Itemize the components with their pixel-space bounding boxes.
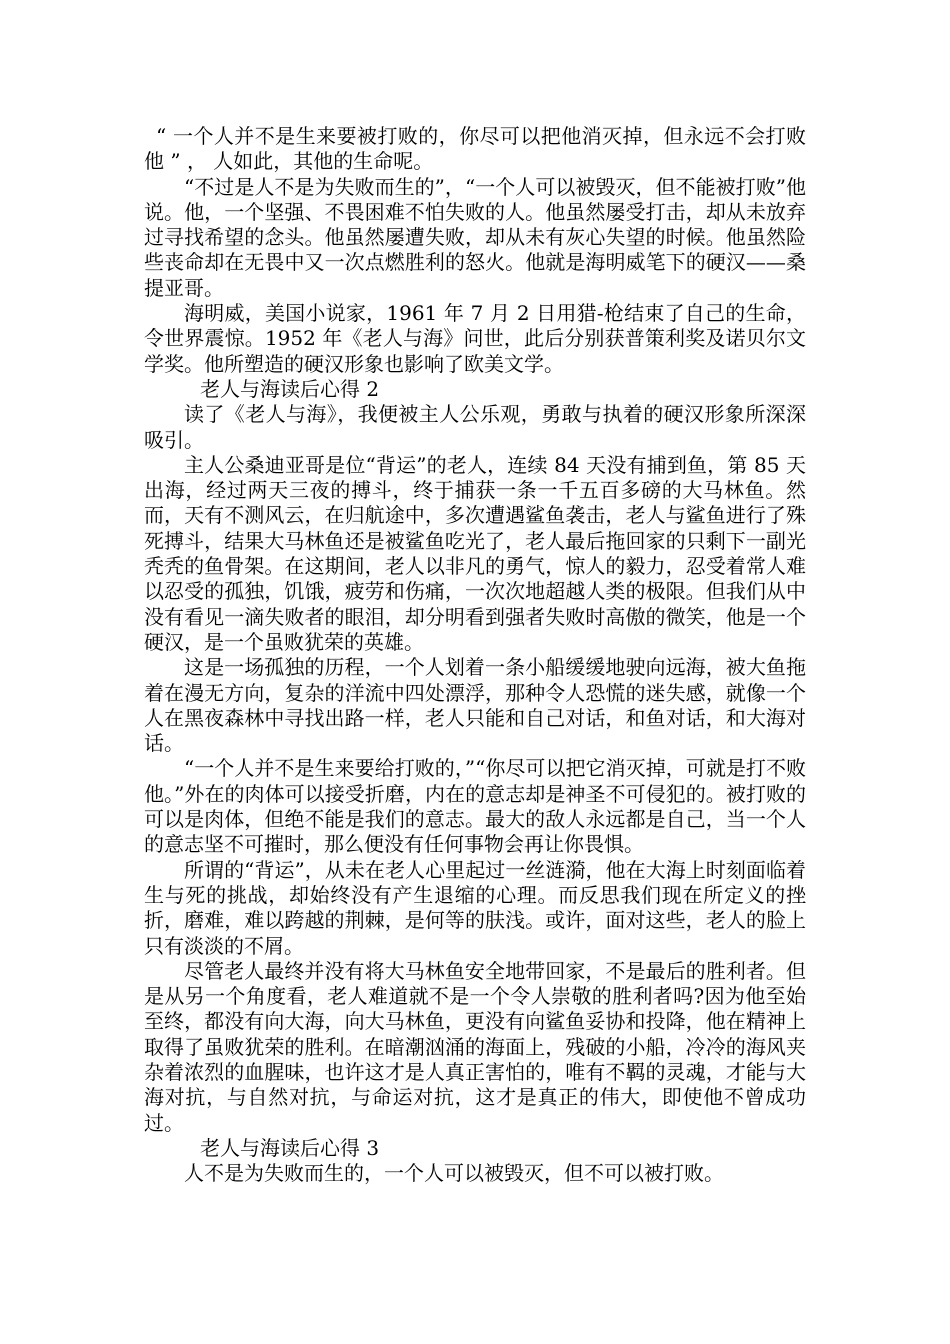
section-heading-2: 老人与海读后心得 2 [200, 376, 380, 401]
paragraph-not-born-to-fail: 人不是为失败而生的，一个人可以被毁灭，但不可以被打败。 [184, 1161, 724, 1186]
paragraph-victory: 尽管老人最终并没有将大马林鱼安全地带回家，不是最后的胜利者。但是从另一个角度看，老人难道就不是一个令人崇敬的胜利者吗?因为他至始至终，都没有向大海，向大马林鱼，更没有向鲨鱼妥协和投降，他在精神上取得了虽败犹荣的胜利。在暗潮汹涌的海面上，残破的小船，冷冷的海风夹杂着浓烈的血腥味，也许这才是人真正害怕的，唯有不羁的灵魂，才能与大海对抗，与自然对抗，与命运对抗，这才是真正的伟大，即使他不曾成功过。 [144, 958, 806, 1135]
paragraph-will: “一个人并不是生来要给打败的，”“你尽可以把它消灭掉，可就是打不败他。”外在的肉体可以接受折磨，内在的意志却是神圣不可侵犯的。被打败的可以是肉体，但绝不能是我们的意志。最大的敌人永远都是自己，当一个人的意志坚不可摧时，那么便没有任何事物会再让你畏惧。 [144, 756, 806, 857]
paragraph-protagonist: 主人公桑迪亚哥是位“背运”的老人，连续 84 天没有捕到鱼，第 85 天出海，经过两天三夜的搏斗，终于捕获一条一千五百多磅的大马林鱼。然而，天有不测风云，在归航途中，多次遭遇鲨鱼袭击，老人与鲨鱼进行了殊死搏斗，结果大马林鱼还是被鲨鱼吃光了，老人最后拖回家的只剩下一副光秃秃的鱼骨架。在这期间，老人以非凡的勇气，惊人的毅力，忍受着常人难以忍受的孤独，饥饿，疲劳和伤痛，一次次地超越人类的极限。但我们从中没有看见一滴失败者的眼泪，却分明看到强者失败时高傲的微笑，他是一个硬汉，是一个虽败犹荣的英雄。 [144, 452, 806, 654]
paragraph-bad-luck: 所谓的“背运”，从未在老人心里起过一丝涟漪，他在大海上时刻面临着生与死的挑战，却始终没有产生退缩的心理。而反思我们现在所定义的挫折，磨难，难以跨越的荆棘，是何等的肤浅。或许，面对这些，老人的脸上只有淡淡的不屑。 [144, 857, 806, 958]
document-page [144, 124, 806, 1186]
section-heading-3: 老人与海读后心得 3 [200, 1135, 380, 1160]
paragraph-santiago: “不过是人不是为失败而生的”，“一个人可以被毁灭，但不能被打败”他说。他，一个坚强、不畏困难不怕失败的人。他虽然屡受打击，却从未放弃过寻找希望的念头。他虽然屡遭失败，却从未有灰心失望的时候。他虽然险些丧命却在无畏中又一次点燃胜利的怒火。他就是海明威笔下的硬汉——桑提亚哥。 [144, 174, 806, 300]
paragraph-read-book: 读了《老人与海》，我便被主人公乐观，勇敢与执着的硬汉形象所深深吸引。 [144, 402, 806, 452]
paragraph-lonely-journey: 这是一场孤独的历程，一个人划着一条小船缓缓地驶向远海，被大鱼拖着在漫无方向，复杂的洋流中四处漂浮，那种令人恐慌的迷失感，就像一个人在黑夜森林中寻找出路一样，老人只能和自己对话，和鱼对话，和大海对话。 [144, 655, 806, 756]
paragraph-intro-quote: “ 一个人并不是生来要被打败的，你尽可以把他消灭掉，但永远不会打败他 ” ， 人如此，其他的生命呢。 [144, 124, 806, 174]
paragraph-hemingway: 海明威，美国小说家，1961 年 7 月 2 日用猎-枪结束了自己的生命，令世界震惊。1952 年《老人与海》问世，此后分别获普策利奖及诺贝尔文学奖。他所塑造的硬汉形象也影响了欧美文学。 [144, 301, 806, 376]
